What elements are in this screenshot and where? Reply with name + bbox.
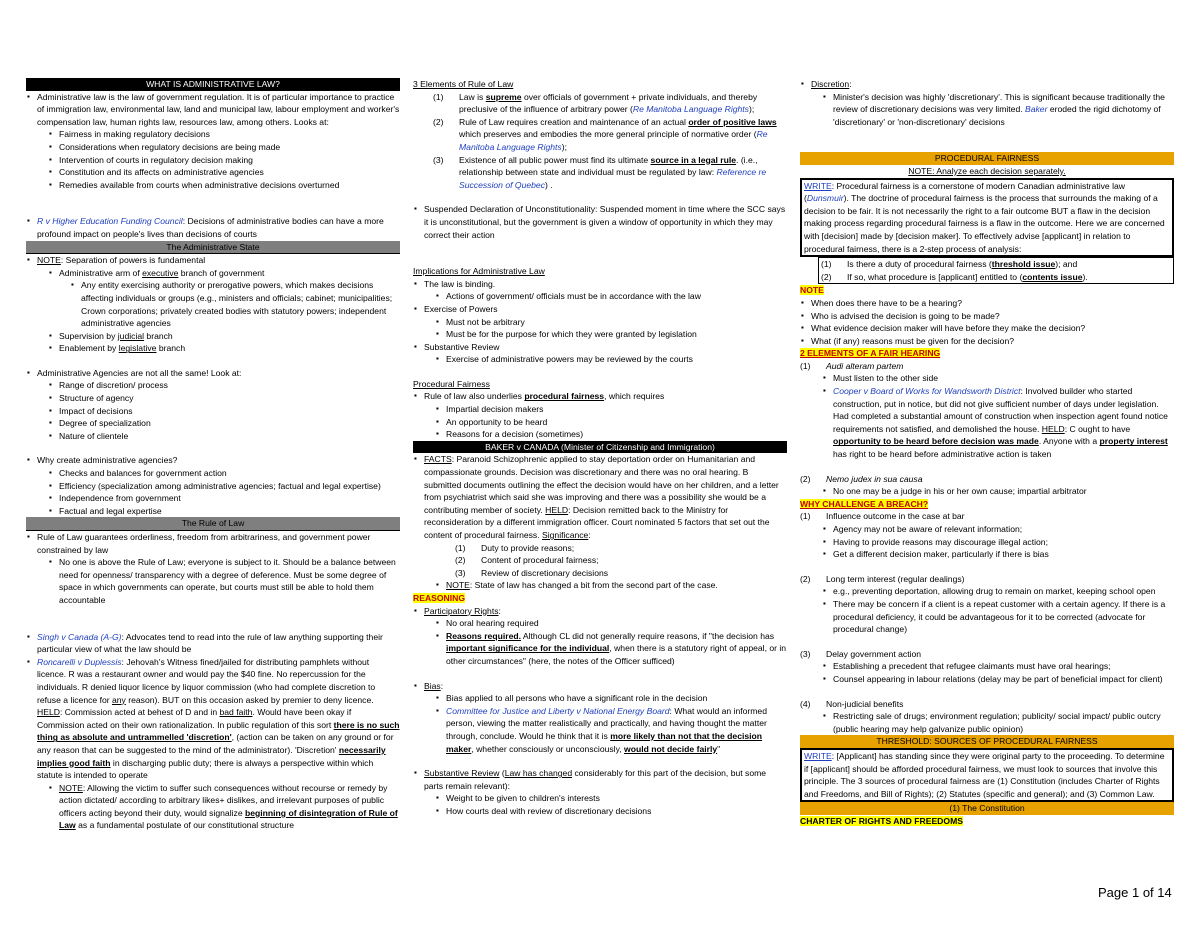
- case-name: Baker: [1025, 104, 1048, 115]
- list-item: ▪ Exercise of Powers: [413, 303, 787, 316]
- agencies-not-same: ▪ Administrative Agencies are not all the same! Look at:: [26, 367, 400, 380]
- rule-of-law-definition: ▪ Rule of Law guarantees orderliness, freedom from arbitrariness, and government power constrained by law: [26, 531, 400, 556]
- baker-note: ▪ NOTE: State of law has changed a bit from the second part of the case.: [435, 579, 787, 592]
- why-create: ▪ Why create administrative agencies?: [26, 454, 400, 467]
- case-text: : Decisions of administrative bodies can have a more profound impact on people's lives than decisions of courts: [37, 216, 384, 239]
- case-name: R v Higher Education Funding Council: [37, 216, 183, 227]
- case-committee: ▪ Committee for Justice and Liberty v National Energy Board: What would an informed person, viewing the matter realistically and practically, and having thought the matter through, conclude. Would he think that it is more likely than not that the decision maker, whether consciously or unconsciously, would not decide fairly": [435, 705, 787, 755]
- note-label: NOTE: [37, 255, 61, 266]
- look-at-list: [48, 379, 400, 442]
- list-item: ▪ No oral hearing required: [435, 617, 787, 630]
- section-header-baker: BAKER v CANADA (Minister of Citizenship and Immigration): [413, 441, 787, 454]
- list-item: ▪ Checks and balances for government action: [48, 467, 400, 480]
- list-item: ▪ Impact of decisions: [48, 405, 400, 418]
- list-item: ▪ Must be for the purpose for which they were granted by legislation: [435, 328, 787, 341]
- list-item: ▪ Degree of specialization: [48, 417, 400, 430]
- note-text: : Separation of powers is fundamental: [60, 255, 206, 266]
- case-name: Cooper v Board of Works for Wandsworth District: [833, 386, 1021, 397]
- list-item: ▪ Counsel appearing in labour relations (delay may be part of beneficial impact for client): [822, 673, 1174, 686]
- section-header-what-is-admin-law: WHAT IS ADMINISTRATIVE LAW?: [26, 78, 400, 91]
- case-name: Roncarelli v Duplessis: [37, 656, 122, 667]
- list-item: ▪ Restricting sale of drugs; environment regulation; publicity/ social impact/ public outcry (public hearing may help galvanize public opinion): [822, 710, 1174, 735]
- roncarelli-note: ▪ NOTE: Allowing the victim to suffer such consequences without recourse or remedy by action dictated/ according to arbitrary likes+ dislikes, and irrelevant purposes of public officers acting beyond their duty, would signalize beginning of disintegration of Rule of Law as a fundamental postulate of our constitutional structure: [48, 782, 400, 832]
- note-heading: NOTE: [800, 285, 824, 296]
- list-item: ▪ What evidence decision maker will have before they make the decision?: [800, 322, 1174, 335]
- why-challenge-heading: WHY CHALLENGE A BREACH?: [800, 498, 929, 509]
- elements-title: 3 Elements of Rule of Law: [413, 79, 514, 89]
- case-r-v-higher: [26, 215, 400, 240]
- list-item: ▪ Independence from government: [48, 492, 400, 505]
- case-cooper: ▪ Cooper v Board of Works for Wandsworth District: Involved builder who started construction, put in notice, but did not give sufficient number of days under legislation. Had completed a substantial amount of construction when inspection agent found notice requirements not satisfied, and demolished the house. HELD: C ought to have opportunity to be heard before decision was made. Anyone with a property interest has right to be heard before administrative action is taken: [822, 385, 1174, 461]
- list-item: ▪ Agency may not be aware of relevant information;: [822, 523, 1174, 536]
- case-name: Singh v Canada (A-G): [37, 631, 122, 642]
- held-label: HELD: [37, 707, 60, 718]
- executive-sub: ▪ Any entity exercising authority or prerogative powers, which makes decisions affecting individuals or groups (e.g., ministers and officials; cabinet; municipalities; Crown corporations; privately created bodies with statutory powers; independent administrative agencies: [70, 279, 400, 329]
- reasons-required: ▪ Reasons required. Although CL did not generally require reasons, if "the decision has important significance for the individual, when there is a statutory right of appeal, or in other circumstances" (here, the notes of the Officer sufficed): [435, 630, 787, 668]
- significance-3: (3) Review of discretionary decisions: [455, 567, 609, 578]
- list-item: ▪ Structure of agency: [48, 392, 400, 405]
- page-number: Page 1 of 14: [1098, 885, 1172, 900]
- list-item: ▪ Reasons for a decision (sometimes): [435, 428, 787, 441]
- list-item: ▪ Weight to be given to children's interests: [435, 792, 787, 805]
- list-item: ▪ Substantive Review: [413, 341, 787, 354]
- case-name: Re Manitoba Language Rights: [459, 129, 768, 152]
- element-nemo: (2) Nemo judex in sua causa: [800, 473, 923, 484]
- element-2: (2) Rule of Law requires creation and maintenance of an actual order of positive laws which preserves and embodies the more general principle of normative order (Re Manitoba Language Rights);: [433, 116, 777, 152]
- list-item: ▪ Constitution and its affects on administrative agencies: [48, 166, 400, 179]
- discretion-title: ▪ Discretion:: [800, 78, 1174, 91]
- write-box-threshold: WRITE: [Applicant] has standing since they were original party to the proceeding. To determine if [applicant] should be afforded procedural fairness, we must look to sources that involve this principle. The 3 sources of procedural fairness are (1) Constitution (includes Charter of Rights and Freedoms, and Bill of Rights); (2) Statutes (specific and general); and (3) Common Law.: [800, 748, 1174, 802]
- case-name: Committee for Justice and Liberty v National Energy Board: [446, 705, 670, 716]
- participatory-rights: ▪ Participatory Rights:: [413, 605, 787, 618]
- section-header-constitution: (1) The Constitution: [800, 802, 1174, 815]
- case-name: Reference re Succession of Quebec: [459, 167, 767, 190]
- list-item: ▪ Impartial decision makers: [435, 403, 787, 416]
- list-item: ▪ Actions of government/ officials must be in accordance with the law: [435, 290, 787, 303]
- case-roncarelli: ▪ Roncarelli v Duplessis: Jehovah's Witness fined/jailed for distributing pamphlets without licence. R was a restaurant owner and would pay the $40 fine. No repercussion for the individuals. R denied liquor licence by liquor commission (who had complete discretion to refuse a licence for any reason). BUT on this occasion asked by premier to deny licence. HELD: Commission acted at behest of D and in bad faith. Would have been okay if Commission acted on their own rationalization. In public regulation of this sort there is no such thing as absolute and untrammelled 'discretion', (action can be taken on any ground or for any reason that can be suggested to the mind of the administrator). 'Discretion' necessarily implies good faith in discharging public duty; there is always a perspective within which statute is intended to operate: [26, 656, 400, 782]
- section-header-procedural-fairness: PROCEDURAL FAIRNESS: [800, 152, 1174, 165]
- column-left: [26, 78, 400, 832]
- list-item: ▪ Exercise of administrative powers may be reviewed by the courts: [435, 353, 787, 366]
- list-item: ▪ What (if any) reasons must be given for the decision?: [800, 335, 1174, 348]
- challenge-1: (1) Influence outcome in the case at bar: [800, 511, 965, 522]
- list-item: ▪ No one may be a judge in his or her own cause; impartial arbitrator: [822, 485, 1174, 498]
- admin-law-definition: ▪ Administrative law is the law of government regulation. It is of particular importance to practice of immigration law, environmental law, land and municipal law, labour employment and worker's compensation law, human rights law, resources law, among others. Looks at:: [26, 91, 400, 129]
- section-header-admin-state: The Administrative State: [26, 241, 400, 255]
- section-header-rule-of-law: The Rule of Law: [26, 517, 400, 531]
- two-step-box: (1) Is there a duty of procedural fairness (threshold issue); and (2) If so, what procedure is [applicant] entitled to (contents issue).: [818, 257, 1174, 284]
- discretion-text: ▪ Minister's decision was highly 'discretionary'. This is significant because traditionally the review of discretionary decisions was very limited. Baker eroded the rigid dichotomy of 'discretionary' or 'non-discretionary' decisions: [822, 91, 1174, 129]
- substantive-review: ▪ Substantive Review (Law has changed considerably for this part of the decision, but some parts remain relevant):: [413, 767, 787, 792]
- why-list: [48, 467, 400, 517]
- list-item: ▪ There may be concern if a client is a repeat customer with a certain agency. If there is a procedural deficiency, it could be advantageous for it to be corrected (advocate for procedural change): [822, 598, 1174, 636]
- charter-heading: CHARTER OF RIGHTS AND FREEDOMS: [800, 815, 963, 826]
- executive-branch: ▪ Administrative arm of executive branch of government: [48, 267, 400, 280]
- case-name: Re Manitoba Language Rights: [632, 104, 749, 115]
- list-item: ▪ An opportunity to be heard: [435, 416, 787, 429]
- significance-2: (2) Content of procedural fairness;: [455, 555, 599, 566]
- list-item: ▪ Bias applied to all persons who have a significant role in the decision: [435, 692, 787, 705]
- case-singh: ▪ Singh v Canada (A-G): Advocates tend to read into the rule of law anything supporting their particular view of what the law should be: [26, 631, 400, 656]
- legislative-branch: ▪ Enablement by legislative branch: [48, 342, 400, 355]
- list-item: ▪ When does there have to be a hearing?: [800, 297, 1174, 310]
- list-item: ▪ Must not be arbitrary: [435, 316, 787, 329]
- list-item: ▪ Efficiency (specialization among administrative agencies; factual and legal expertise): [48, 480, 400, 493]
- executive-underlined: executive: [142, 267, 179, 278]
- case-name: Dunsmuir: [806, 193, 844, 204]
- judicial-branch: ▪ Supervision by judicial branch: [48, 330, 400, 343]
- list-item: ▪ Who is advised the decision is going to be made?: [800, 310, 1174, 323]
- procedural-fairness-title: Procedural Fairness: [413, 378, 490, 389]
- two-elements-heading: 2 ELEMENTS OF A FAIR HEARING: [800, 348, 941, 359]
- list-item: ▪ Factual and legal expertise: [48, 505, 400, 518]
- bias-title: ▪ Bias:: [413, 680, 787, 693]
- list-item: ▪ Establishing a precedent that refugee claimants must have oral hearings;: [822, 660, 1174, 673]
- element-3: (3) Existence of all public power must find its ultimate source in a legal rule. (i.e., relationship between state and individual must be regulated by law: Reference re Succession of Quebec) .: [433, 154, 767, 190]
- list-item: ▪ Nature of clientele: [48, 430, 400, 443]
- list-item: ▪ Considerations when regulatory decisions are being made: [48, 141, 400, 154]
- column-middle: [413, 78, 787, 817]
- significance-1: (1) Duty to provide reasons;: [455, 542, 575, 553]
- analyze-note: NOTE: Analyze each decision separately.: [908, 165, 1066, 176]
- challenge-4: (4) Non-judicial benefits: [800, 698, 904, 709]
- note-separation: [26, 254, 400, 267]
- reasoning-label: REASONING: [413, 592, 466, 603]
- list-item: ▪ e.g., preventing deportation, allowing drug to remain on market, keeping school open: [822, 585, 1174, 598]
- column-right: [800, 78, 1174, 827]
- list-item: ▪ Get a different decision maker, particularly if there is bias: [822, 548, 1174, 561]
- suspended-declaration: ▪ Suspended Declaration of Unconstitutionality: Suspended moment in time where the SCC says it is unconstitutional, but the government is given a window of opportunity in which they may correct their action: [413, 203, 787, 241]
- looks-at-list: [48, 128, 400, 191]
- challenge-3: (3) Delay government action: [800, 648, 922, 659]
- list-item: ▪ How courts deal with review of discretionary decisions: [435, 805, 787, 818]
- rule-of-law-sub: ▪ No one is above the Rule of Law; everyone is subject to it. Should be a balance between need for openness/ transparency with a degree of deference. Must be some degree of space in which governments can operate, but courts must still be able to hold them accountable: [48, 556, 400, 606]
- list-item: ▪ Having to provide reasons may discourage illegal action;: [822, 536, 1174, 549]
- list-item: ▪ Intervention of courts in regulatory decision making: [48, 154, 400, 167]
- list-item: ▪ The law is binding.: [413, 278, 787, 291]
- pf-underlies: ▪ Rule of law also underlies procedural fairness, which requires: [413, 390, 787, 403]
- element-audi: (1) Audi alteram partem: [800, 360, 904, 371]
- implications-title: Implications for Administrative Law: [413, 266, 545, 277]
- legislative-underlined: legislative: [118, 343, 157, 354]
- list-item: ▪ Range of discretion/ process: [48, 379, 400, 392]
- judicial-underlined: judicial: [117, 330, 145, 341]
- list-item: ▪ Must listen to the other side: [822, 372, 1174, 385]
- baker-facts: ▪ FACTS: Paranoid Schizophrenic applied to stay deportation order on Humanitarian and compassionate grounds. Decision was discretionary and there was no oral hearing. B submitted documents outlining the effect the decision would have on her children, and a letter from psychiatrist which said she was improving and there was a possibility she would be a contributing member of society. HELD: Decision remitted back to the Ministry for reconsideration by a different immigration officer. Court nominated 5 factors that set out the content of procedural fairness. Significance:: [413, 453, 787, 541]
- list-item: ▪ Fairness in making regulatory decisions: [48, 128, 400, 141]
- write-box: WRITE: Procedural fairness is a cornerstone of modern Canadian administrative law (Dunsmuir). The doctrine of procedural fairness is the process that surrounds the making of a decision to be fair. It is not necessarily the right to a fair outcome BUT a flaw in the decision making process regarding procedural fairness is a flaw in the outcome. Here we are concerned with [decision] made by [decision maker]. To effectively advise [applicant] in relation to procedural fairness, there is a 2-step process of analysis:: [800, 178, 1174, 258]
- challenge-2: (2) Long term interest (regular dealings): [800, 573, 965, 584]
- element-1: (1) Law is supreme over officials of government + private individuals, and thereby preclusive of the influence of arbitrary power (Re Manitoba Language Rights);: [433, 91, 758, 115]
- section-header-threshold: THRESHOLD: SOURCES OF PROCEDURAL FAIRNESS: [800, 735, 1174, 748]
- list-item: ▪ Remedies available from courts when administrative decisions overturned: [48, 179, 400, 192]
